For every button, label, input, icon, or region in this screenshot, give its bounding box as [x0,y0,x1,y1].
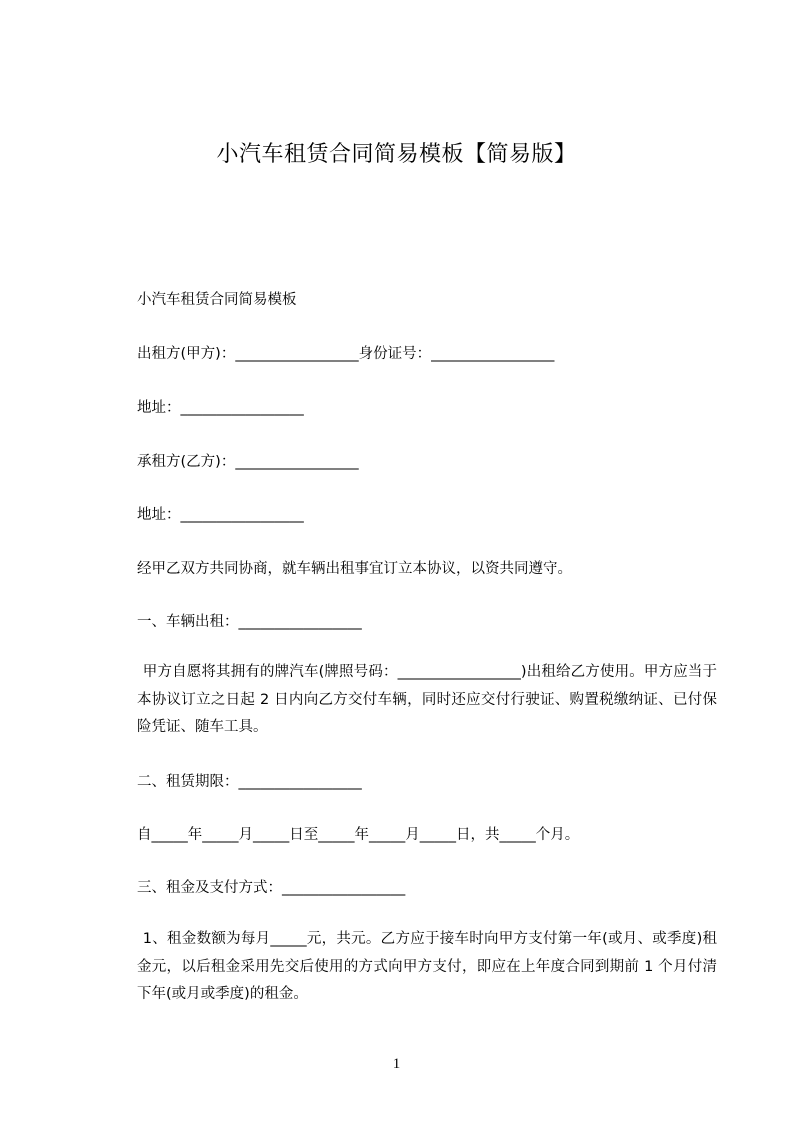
section1-body: 甲方自愿将其拥有的牌汽车(牌照号码：_________________)出租给乙方使用。甲方应当于本协议订立之日起 2 日内向乙方交付车辆，同时还应交付行驶证、购置税缴纳证、已付保险凭证、随车工具。 [137,664,717,735]
section1-heading: 一、车辆出租：_________________ [137,614,362,630]
document-subtitle: 小汽车租赁合同简易模板 [137,292,297,308]
lessee-address: 地址：_________________ [137,507,304,523]
preamble: 经甲乙双方共同协商，就车辆出租事宜订立本协议，以资共同遵守。 [137,561,572,577]
lessee-line: 承租方(乙方)：_________________ [137,454,359,470]
section2-body: 自_____年_____月_____日至_____年_____月_____日，共_____个月。 [137,827,580,843]
lessor-address: 地址：_________________ [137,400,304,416]
page-number: 1 [392,1056,401,1072]
section3-item1: 1、租金数额为每月_____元，共元。乙方应于接车时向甲方支付第一年(或月、或季度)租金元，以后租金采用先交后使用的方式向甲方支付，即应在上年度合同到期前 1 个月付清下年(或月或季度)的租金。 [137,931,717,1002]
lessor-line: 出租方(甲方)：_________________身份证号：_________________ [137,346,555,362]
section3-heading: 三、租金及支付方式：_________________ [137,880,406,896]
section2-heading: 二、租赁期限：_________________ [137,774,362,790]
document-title: 小汽车租赁合同简易模板【简易版】 [216,142,577,167]
